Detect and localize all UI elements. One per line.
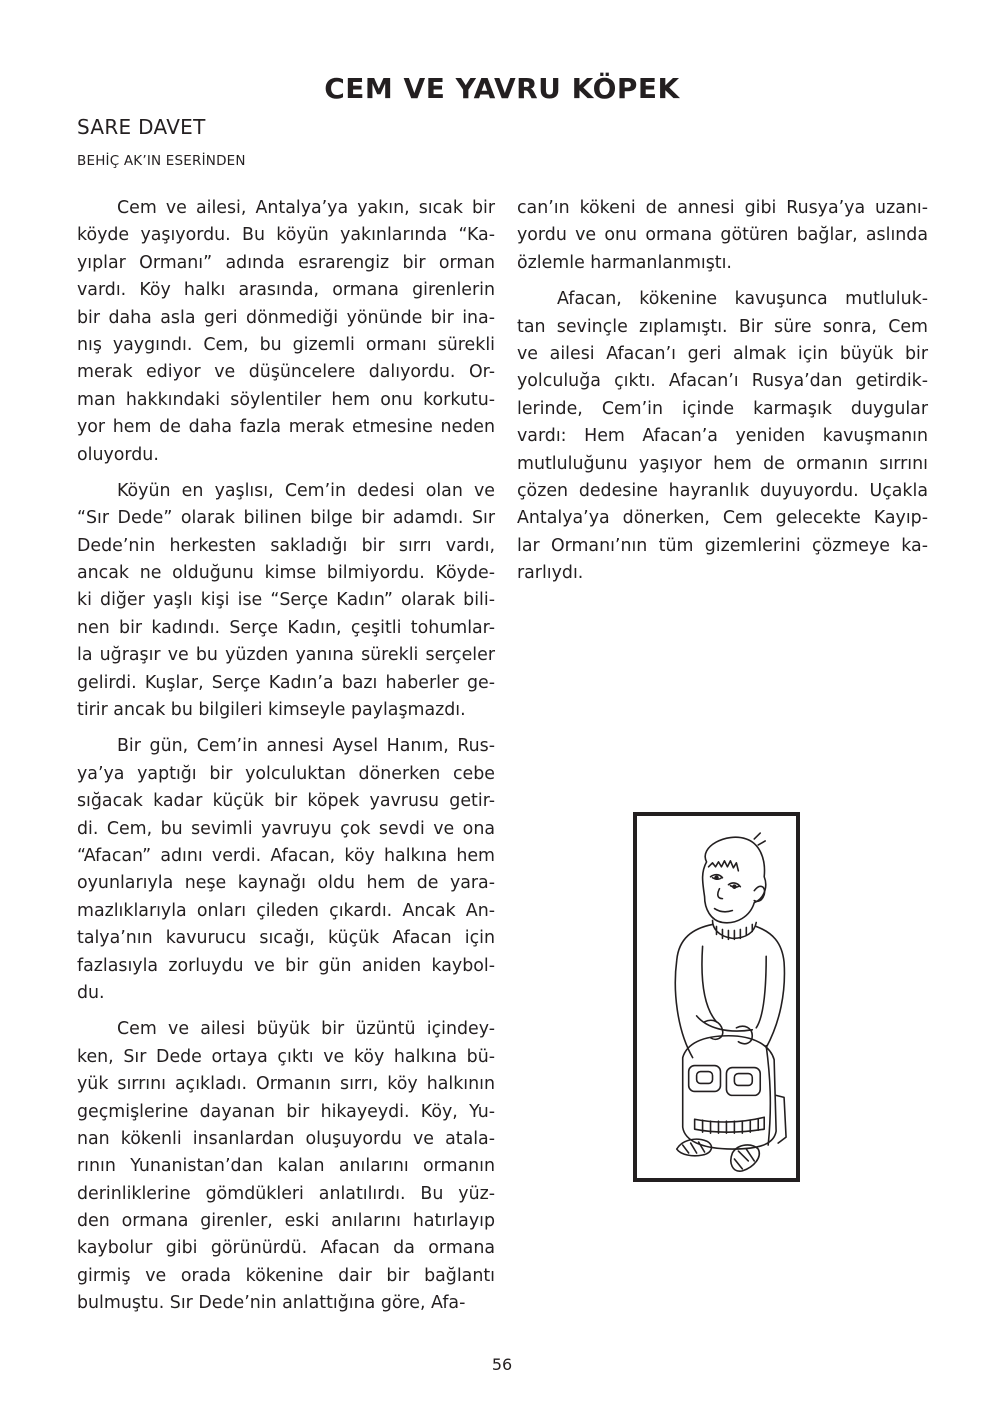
text-line: merak ediyor ve düşüncelere dalıyordu. Or- — [77, 362, 495, 383]
text-line: den ormana girenler, eski anılarını hatırlayıp — [77, 1211, 495, 1232]
text-line: ki diğer yaşlı kişi ise “Serçe Kadın” olarak bili- — [77, 590, 495, 611]
text-line: nan kökenli insanlardan oluşuyordu ve atala- — [77, 1128, 495, 1149]
text-line: bulmuştu. Sır Dede’nin anlattığına göre, Afa- — [77, 1293, 466, 1314]
text-line: nen bir kadındı. Serçe Kadın, çeşitli tohumlar- — [77, 617, 495, 638]
text-line: oyunlarıyla neşe kaynağı oldu hem de yara- — [77, 873, 495, 894]
text-line: Dede’nin herkesten sakladığı bir sırrı vardı, — [77, 535, 495, 556]
text-line: Köyün en yaşlısı, Cem’in dedesi olan ve — [117, 480, 495, 501]
text-line: yor hem de daha fazla merak etmesine neden — [77, 417, 495, 438]
story-paragraph — [517, 286, 928, 587]
text-line: ancak ne olduğunu kimse bilmiyordu. Köyde- — [77, 563, 495, 584]
boy-with-backpack-illustration — [633, 812, 800, 1182]
text-line: mazlıklarıyla onları çileden çıkardı. Ancak An- — [77, 900, 495, 921]
text-line: ya’ya yaptığı bir yolculuktan dönerken cebe — [77, 763, 495, 784]
text-line: ve ailesi Afacan’ı geri almak için büyük bir — [517, 343, 928, 364]
text-line: bir daha asla geri dönmediği yönünde bir ina- — [77, 307, 495, 328]
text-line: Cem ve ailesi büyük bir üzüntü içindey- — [117, 1019, 495, 1040]
text-line: “Sır Dede” olarak bilinen bilge bir adamdı. Sır — [77, 508, 495, 529]
text-line: rının Yunanistan’dan kalan anılarını ormanın — [77, 1156, 495, 1177]
text-line: özlemle harmanlanmıştı. — [517, 252, 732, 273]
text-line: vardı: Hem Afacan’a yeniden kavuşmanın — [517, 426, 928, 447]
left-column — [77, 195, 495, 1327]
story-paragraph — [77, 1016, 495, 1317]
story-title: CEM VE YAVRU KÖPEK — [324, 72, 680, 105]
text-line: köyde yaşıyordu. Bu köyün yakınlarında “Ka- — [77, 225, 495, 246]
text-line: yolculuğa çıktı. Afacan’ı Rusya’dan getirdik- — [517, 371, 928, 392]
story-paragraph — [77, 195, 495, 469]
text-line: lar Ormanı’nın tüm gizemlerini çözmeye ka- — [517, 535, 928, 556]
text-line: can’ın kökeni de annesi gibi Rusya’ya uzanı- — [517, 198, 928, 218]
text-line: Cem ve ailesi, Antalya’ya yakın, sıcak bir — [117, 198, 495, 218]
text-line: lerinde, Cem’in içinde karmaşık duygular — [517, 398, 928, 419]
right-column — [517, 195, 928, 596]
text-line: yıplar Ormanı” adında esrarengiz bir orman — [77, 252, 495, 273]
text-line: Bir gün, Cem’in annesi Aysel Hanım, Rus- — [117, 736, 495, 757]
text-line: derinliklerine gömdükleri anlatılırdı. Bu yüz- — [77, 1183, 495, 1204]
boy-drawing-icon — [637, 816, 796, 1178]
text-line: çözen dedesine hayranlık duyuyordu. Uçakla — [517, 480, 928, 501]
text-line: sığacak kadar küçük bir köpek yavrusu getir- — [77, 791, 495, 812]
text-line: oluyordu. — [77, 444, 159, 465]
text-line: ken, Sır Dede ortaya çıktı ve köy halkına bü- — [77, 1046, 495, 1067]
story-paragraph — [77, 733, 495, 1007]
text-line: rarlıydı. — [517, 563, 584, 584]
text-line: yük sırrını açıkladı. Ormanın sırrı, köy halkının — [77, 1074, 495, 1095]
text-line: du. — [77, 982, 105, 1003]
story-paragraph — [517, 195, 928, 277]
story-paragraph — [77, 478, 495, 725]
text-line: fazlasıyla zorluydu ve bir gün aniden kaybol- — [77, 955, 495, 976]
text-line: tirir ancak bu bilgileri kimseyle paylaşmazdı. — [77, 700, 466, 721]
text-line: Antalya’ya dönerken, Cem gelecekte Kayıp- — [517, 508, 928, 529]
text-line: girmiş ve orada kökenine dair bir bağlantı — [77, 1265, 495, 1286]
text-line: Afacan, kökenine kavuşunca mutluluk- — [557, 289, 928, 310]
text-line: kaybolur gibi görünürdü. Afacan da ormana — [77, 1238, 495, 1259]
text-line: di. Cem, bu sevimli yavruyu çok sevdi ve ona — [77, 818, 495, 839]
text-line: talya’nın kavurucu sıcağı, küçük Afacan için — [77, 928, 495, 949]
text-line: mutluluğunu yaşıyor hem de ormanın sırrını — [517, 453, 928, 474]
text-line: yordu ve onu ormana götüren bağlar, aslında — [517, 225, 928, 246]
text-line: geçmişlerine dayanan bir hikayeydi. Köy, Yu- — [77, 1101, 495, 1122]
text-line: tan sevinçle zıplamıştı. Bir süre sonra, Cem — [517, 316, 928, 337]
author-name: SARE DAVET — [77, 115, 206, 139]
text-line: la uğraşır ve bu yüzden yanına sürekli serçeler — [77, 645, 495, 666]
text-line: gelirdi. Kuşlar, Serçe Kadın’a bazı haberler ge- — [77, 672, 495, 693]
source-attribution: BEHİÇ AK’IN ESERİNDEN — [77, 153, 246, 169]
page-number: 56 — [491, 1355, 513, 1374]
text-line: nış yaygındı. Cem, bu gizemli ormanı sürekli — [77, 334, 495, 355]
text-line: vardı. Köy halkı arasında, ormana girenlerin — [77, 280, 495, 301]
text-line: “Afacan” adını verdi. Afacan, köy halkına hem — [77, 845, 495, 866]
text-line: man hakkındaki söylentiler hem onu korkutu- — [77, 389, 495, 410]
